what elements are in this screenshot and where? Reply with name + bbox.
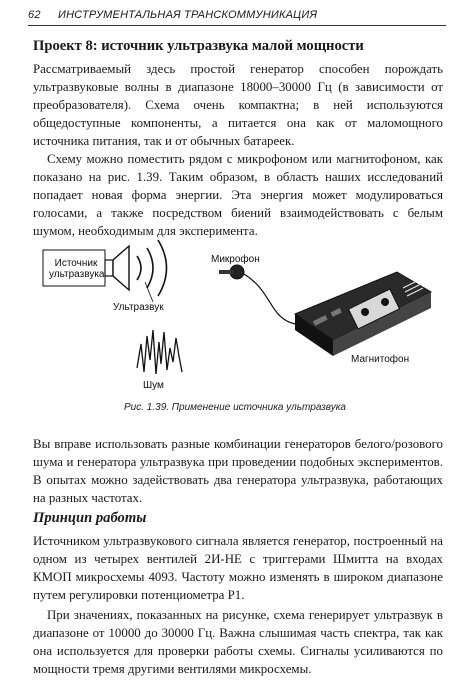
figure-caption: Рис. 1.39. Применение источника ультразвука bbox=[124, 402, 346, 413]
tape-recorder-icon bbox=[295, 272, 431, 356]
intro-paragraph: Рассматриваемый здесь простой генератор способен порождать ультразвуковые волны в диапазоне 18000–30000 Гц (в зависимости от преобразователя). Схема очень компактна; в ней используются общедоступные компоненты, а питается она как от маломощного источника питания, так и от обычных батареек. bbox=[33, 62, 443, 148]
project-title: Проект 8: источник ультразвука малой мощности bbox=[33, 38, 364, 54]
source-label: Источник ультразвука bbox=[49, 258, 105, 280]
combinations-paragraph: Вы вправе использовать разные комбинации генераторов белого/розового шума и генератора ультразвука при проведении подобных экспериментов. В опытах можно задействовать два генератора ультразвука, работающих на разных частотах. bbox=[33, 437, 443, 505]
principle-paragraph-1: Источником ультразвукового сигнала является генератор, построенный на одном из четырех вентилей 2И-НЕ с триггерами Шмитта на входах КМОП микросхемы 4093. Частоту можно изменять в широком диапазоне путем регулировки потенциометра P1. bbox=[33, 534, 443, 602]
noise-scribble-icon bbox=[137, 330, 182, 374]
microphone-label: Микрофон bbox=[211, 254, 260, 265]
page-number: 62 bbox=[28, 9, 41, 21]
microphone-icon bbox=[219, 265, 295, 324]
section-title: Принцип работы bbox=[33, 510, 147, 526]
sound-waves-icon bbox=[137, 240, 167, 296]
placement-paragraph: Схему можно поместить рядом с микрофоном или магнитофоном, как показано на рис. 1.39. Таким образом, в область наших исследований попадает новая форма энергии. Эта энергия может модулироваться голосами, а также посредством биений взаимодействовать с белым шумом, необходимым для эксперимента. bbox=[33, 152, 443, 238]
principle-paragraph-2: При значениях, показанных на рисунке, схема генерирует ультразвук в диапазоне от 10000 до 30000 Гц. Важна слышимая часть спектра, так как она используется для проверки работы схемы. Сигналы усиливаются по мощности тремя другими вентилями микросхемы. bbox=[33, 608, 443, 676]
recorder-label: Магнитофон bbox=[351, 354, 410, 365]
running-title: ИНСТРУМЕНТАЛЬНАЯ ТРАНСКОММУНИКАЦИЯ bbox=[58, 9, 318, 21]
running-header bbox=[28, 7, 446, 26]
figure-1-39 bbox=[33, 232, 443, 412]
ultrasound-label: Ультразвук bbox=[113, 302, 164, 313]
speaker-icon bbox=[105, 246, 129, 290]
noise-label: Шум bbox=[143, 380, 164, 391]
